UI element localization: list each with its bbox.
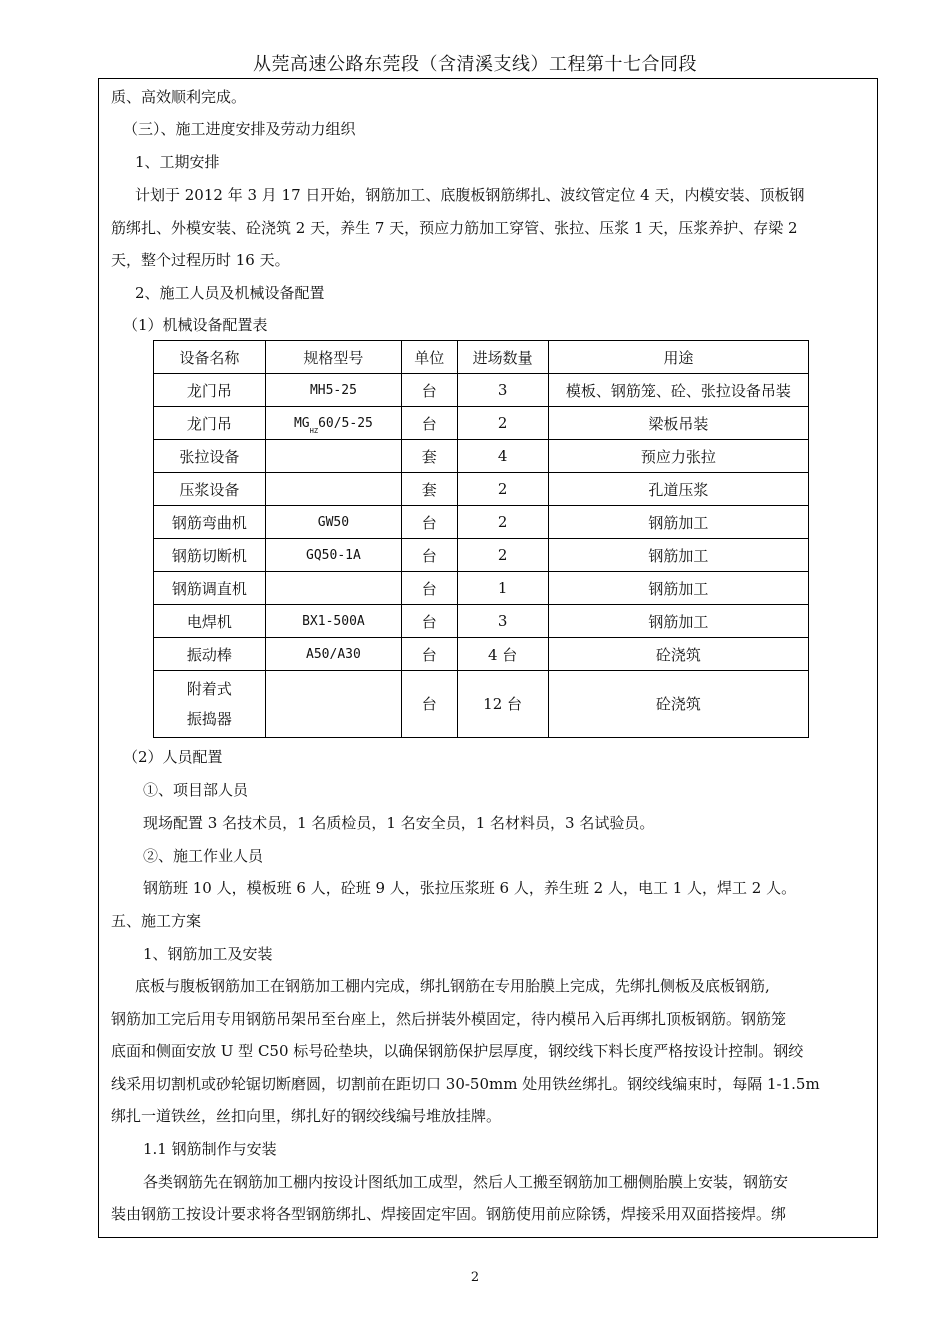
paragraph-line: 计划于 2012 年 3 月 17 日开始，钢筋加工、底腹板钢筋绑扎、波纹管定位 4 天，内模安装、顶板钢	[135, 186, 805, 204]
cell-model: A50/A30	[265, 638, 401, 671]
section-heading: 五、施工方案	[111, 912, 202, 930]
paragraph-line: 底面和侧面安放 U 型 C50 标号砼垫块，以确保钢筋保护层厚度，钢绞线下料长度严格按设计控制。钢绞	[111, 1042, 804, 1060]
table-caption: （1）机械设备配置表	[123, 316, 268, 334]
cell-use: 钢筋加工	[548, 539, 808, 572]
table-row	[154, 440, 809, 473]
cell-model: BX1-500A	[265, 605, 401, 638]
cell-name: 张拉设备	[154, 440, 266, 473]
cell-unit: 套	[402, 440, 458, 473]
cell-use: 钢筋加工	[548, 605, 808, 638]
model-prefix: MG	[293, 415, 310, 431]
cell-use: 砼浇筑	[548, 671, 808, 738]
table-row	[154, 407, 809, 440]
subsection-heading: ②、施工作业人员	[143, 847, 264, 865]
paragraph-line: 质、高效顺利完成。	[111, 88, 247, 106]
subsection-heading: 1、工期安排	[135, 153, 220, 171]
cell-unit: 台	[402, 407, 458, 440]
table-row	[154, 539, 809, 572]
cell-use: 钢筋加工	[548, 506, 808, 539]
page-number: 2	[470, 1270, 480, 1285]
table-row	[154, 473, 809, 506]
cell-use: 砼浇筑	[548, 638, 808, 671]
subsection-heading: 1、钢筋加工及安装	[143, 945, 273, 963]
column-header: 单位	[402, 341, 458, 374]
cell-qty: 3	[457, 374, 548, 407]
table-row	[154, 605, 809, 638]
cell-qty: 2	[457, 539, 548, 572]
cell-name: 龙门吊	[154, 374, 266, 407]
page-header-title: 从莞高速公路东莞段（含清溪支线）工程第十七合同段	[253, 54, 697, 75]
cell-model: GW50	[265, 506, 401, 539]
cell-unit: 台	[402, 638, 458, 671]
cell-name	[154, 671, 266, 738]
cell-unit: 台	[402, 572, 458, 605]
cell-unit: 套	[402, 473, 458, 506]
subsection-heading: 2、施工人员及机械设备配置	[135, 284, 325, 302]
cell-name: 钢筋切断机	[154, 539, 266, 572]
table-row	[154, 572, 809, 605]
cell-qty: 4 台	[457, 638, 548, 671]
cell-qty: 4	[457, 440, 548, 473]
cell-name: 钢筋弯曲机	[154, 506, 266, 539]
cell-unit: 台	[402, 506, 458, 539]
cell-use: 预应力张拉	[548, 440, 808, 473]
table-row	[154, 638, 809, 671]
cell-name: 钢筋调直机	[154, 572, 266, 605]
column-header: 规格型号	[265, 341, 401, 374]
cell-name: 振动棒	[154, 638, 266, 671]
cell-unit: 台	[402, 374, 458, 407]
paragraph-line: 装由钢筋工按设计要求将各型钢筋绑扎、焊接固定牢固。钢筋使用前应除锈，焊接采用双面搭接焊。绑	[111, 1205, 787, 1223]
cell-qty: 2	[457, 407, 548, 440]
paragraph-line: 筋绑扎、外模安装、砼浇筑 2 天，养生 7 天，预应力筋加工穿管、张拉、压浆 1 天，压浆养护、存梁 2	[111, 219, 798, 237]
cell-use: 模板、钢筋笼、砼、张拉设备吊装	[548, 374, 808, 407]
cell-model	[265, 473, 401, 506]
cell-model	[265, 572, 401, 605]
cell-use: 钢筋加工	[548, 572, 808, 605]
cell-use: 孔道压浆	[548, 473, 808, 506]
cell-name: 电焊机	[154, 605, 266, 638]
cell-unit: 台	[402, 671, 458, 738]
paragraph-line: 各类钢筋先在钢筋加工棚内按设计图纸加工成型，然后人工搬至钢筋加工棚侧胎膜上安装，钢筋安	[143, 1173, 789, 1191]
cell-name-line: 振捣器	[186, 710, 232, 728]
cell-name: 龙门吊	[154, 407, 266, 440]
content-frame	[98, 79, 878, 1238]
paragraph-line: 现场配置 3 名技术员，1 名质检员，1 名安全员，1 名材料员，3 名试验员。	[143, 814, 655, 832]
cell-model: GQ50-1A	[265, 539, 401, 572]
cell-model	[265, 440, 401, 473]
cell-model: MH5-25	[265, 374, 401, 407]
paragraph-line: 线采用切割机或砂轮锯切断磨圆，切割前在距切口 30-50mm 处用铁丝绑扎。钢绞线编束时，每隔 1-1.5m	[111, 1075, 820, 1093]
column-header: 进场数量	[457, 341, 548, 374]
model-subscript: HZ	[309, 426, 319, 435]
subsection-heading: 1.1 钢筋制作与安装	[143, 1140, 277, 1158]
paragraph-line: 绑扎一道铁丝，丝扣向里，绑扎好的钢绞线编号堆放挂牌。	[111, 1107, 502, 1125]
table-header-row	[154, 341, 809, 374]
column-header: 用途	[548, 341, 808, 374]
paragraph-line: 底板与腹板钢筋加工在钢筋加工棚内完成，绑扎钢筋在专用胎膜上完成，先绑扎侧板及底板钢筋,	[135, 977, 770, 995]
cell-qty: 2	[457, 506, 548, 539]
cell-name-line: 附着式	[186, 680, 232, 698]
cell-qty: 12 台	[457, 671, 548, 738]
model-suffix: 60/5-25	[318, 415, 373, 431]
subsection-heading: （2）人员配置	[123, 748, 223, 766]
cell-qty: 1	[457, 572, 548, 605]
cell-model	[265, 407, 401, 440]
paragraph-line: 钢筋班 10 人，模板班 6 人，砼班 9 人，张拉压浆班 6 人，养生班 2 人，电工 1 人，焊工 2 人。	[143, 879, 797, 897]
cell-use: 梁板吊装	[548, 407, 808, 440]
cell-qty: 3	[457, 605, 548, 638]
paragraph-line: 天，整个过程历时 16 天。	[111, 251, 290, 269]
cell-name: 压浆设备	[154, 473, 266, 506]
cell-qty: 2	[457, 473, 548, 506]
table-row	[154, 506, 809, 539]
cell-unit: 台	[402, 539, 458, 572]
cell-unit: 台	[402, 605, 458, 638]
table-row	[154, 374, 809, 407]
table-row	[154, 671, 809, 738]
section-heading: （三）、施工进度安排及劳动力组织	[123, 120, 356, 138]
column-header: 设备名称	[154, 341, 266, 374]
paragraph-line: 钢筋加工完后用专用钢筋吊架吊至台座上，然后拼装外模固定，待内模吊入后再绑扎顶板钢筋。钢筋笼	[111, 1010, 787, 1028]
cell-model	[265, 671, 401, 738]
equipment-table	[153, 340, 809, 738]
subsection-heading: ①、项目部人员	[143, 781, 249, 799]
